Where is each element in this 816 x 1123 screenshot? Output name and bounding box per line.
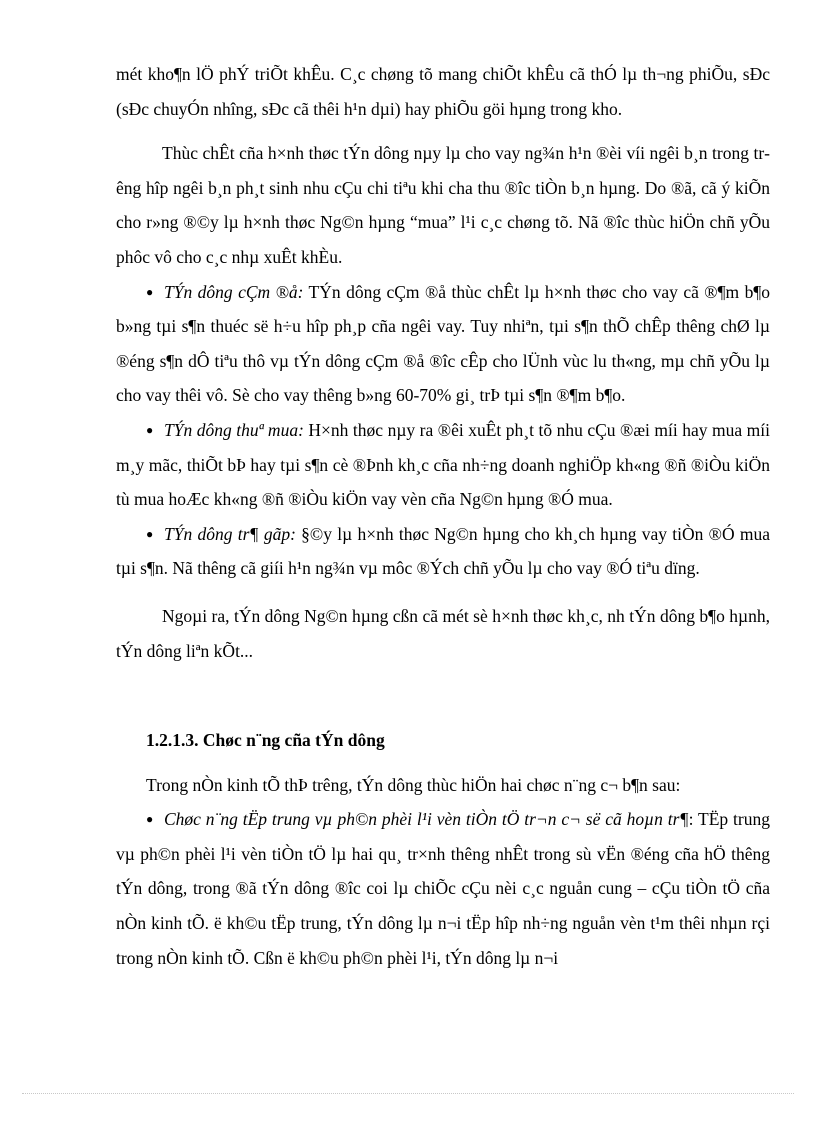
bullet-dot-icon: ● [146,812,154,827]
section-intro: Trong nÒn kinh tÕ thÞ trêng, tÝn dông thùc hiÖn hai chøc n¨ng c¬ b¶n sau: [146,774,681,795]
page-content [116,57,770,975]
bullet-dot-icon: ● [146,284,154,299]
bullet-text: §©y lµ h×nh thøc Ng©n hµng cho kh¸ch hµng vay tiÒn ®Ó mua tµi s¶n. Nã thêng cã giíi h¹n ng¾n vµ môc ®Ých chñ yÕu lµ cho vay ®Ó tiªu dïng. [116,523,770,579]
bullet-text: : TËp trung vµ ph©n phèi l¹i vèn tiÒn tÖ lµ hai qu¸ tr×nh thêng nhÊt trong sù vËn ®éng cña hÖ thêng tÝn dông, trong ®ã tÝn dông ®îc coi lµ chiÕc cÇu nèi c¸c nguån cung – cÇu tiÒn tÖ cña nÒn kinh tÕ. ë kh©u tËp trung, tÝn dông lµ n¬i tËp hîp nh÷ng nguån vèn t¹m thêi nhµn rçi trong nÒn kinh tÕ. Cßn ë kh©u ph©n phèi l¹i, tÝn dông lµ n¬i [116,809,770,968]
bullet-term: Chøc n¨ng tËp trung vµ ph©n phèi l¹i vèn tiÒn tÖ tr¬n c¬ së cã hoµn tr¶ [164,809,689,830]
bullet-dot-icon: ● [146,422,154,437]
bullet-term: TÝn dông cÇm ®å: [164,281,304,302]
bullet-text: H×nh thøc nµy ra ®êi xuÊt ph¸t tõ nhu cÇu ®æi míi hay mua míi m¸y mãc, thiÕt bÞ hay tµi s¶n cè ®Þnh kh¸c cña nh÷ng doanh nghiÖp kh«ng ®ñ ®iÒu kiÖn tù mua hoÆc kh«ng ®ñ ®iÒu kiÖn vay vèn cña Ng©n hµng ®Ó mua. [116,419,770,510]
bullet-term: TÝn dông thuª mua: [164,419,304,440]
bullet-dot-icon: ● [146,526,154,541]
section-heading: 1.2.1.3. Chøc n¨ng cña tÝn dông [146,730,385,751]
paragraph-discount-continuation: mét kho¶n lÖ phÝ triÕt khÊu. C¸c chøng tõ mang chiÕt khÊu cã thÓ lµ th¬ng phiÕu, sÐc (sÐc chuyÓn nhîng, sÐc cã thêi h¹n dµi) hay phiÕu göi hµng trong kho. [116,64,770,119]
bullet-item-installment-credit [116,517,770,586]
bullet-text: TÝn dông cÇm ®å thùc chÊt lµ h×nh thøc cho vay cã ®¶m b¶o b»ng tµi s¶n thuéc së h÷u hîp ph¸p cña ngêi vay. Tuy nhiªn, tµi s¶n thÕ chÊp thêng chØ lµ ®éng s¶n dÔ tiªu thô vµ tÝn dông cÇm ®å ®îc cÊp cho lÜnh vùc lu th«ng, mµ chñ yÕu lµ cho vay thêi vô. Sè cho vay thêng b»ng 60-70% gi¸ trÞ tµi s¶n ®¶m b¶o. [116,281,771,406]
bullet-item-pawn-credit [116,275,770,413]
paragraph-discount-essence: Thùc chÊt cña h×nh thøc tÝn dông nµy lµ cho vay ng¾n h¹n ®èi víi ngêi b¸n trong trêng hîp ngêi b¸n ph¸t sinh nhu cÇu chi tiªu khi cha thu ®îc tiÒn b¸n hµng. Do ®ã, cã ý kiÕn cho r»ng ®©y lµ h×nh thøc Ng©n hµng “mua” l¹i c¸c chøng tõ. Nã ®îc thùc hiÖn chñ yÕu phôc vô cho c¸c nhµ xuÊt khÈu. [116,143,770,267]
bullet-item-credit-function [116,802,770,975]
page-bottom-divider [22,1093,794,1094]
paragraph-other-forms: Ngoµi ra, tÝn dông Ng©n hµng cßn cã mét sè h×nh thøc kh¸c, nh tÝn dông b¶o hµnh, tÝn dông liªn kÕt... [116,605,770,661]
bullet-item-lease-credit [116,413,770,517]
bullet-term: TÝn dông tr¶ gãp: [164,523,296,544]
